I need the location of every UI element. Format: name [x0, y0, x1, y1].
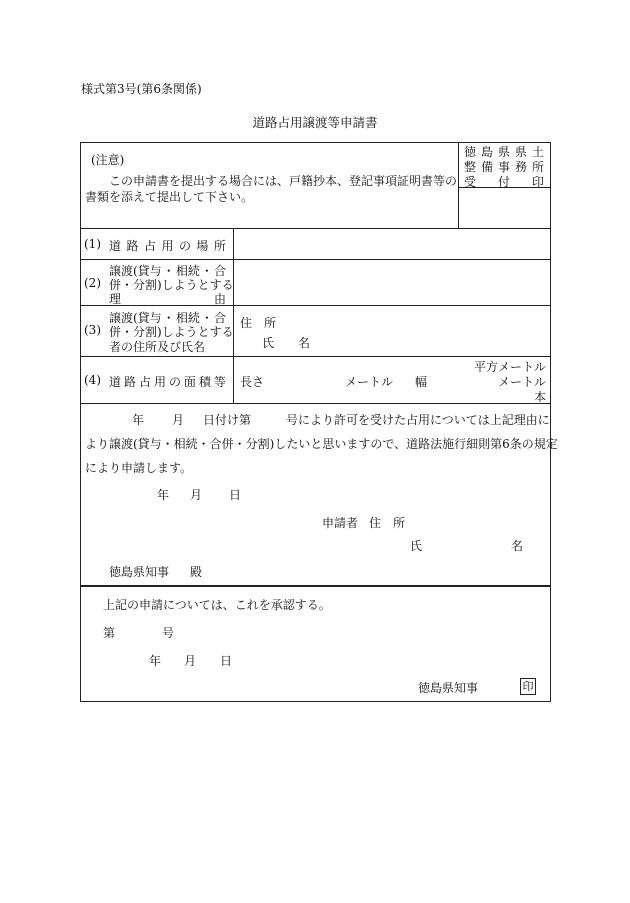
rule-approval-top [80, 585, 551, 587]
char: 所 [531, 160, 544, 174]
char: 所 [213, 239, 226, 253]
text: 譲渡(貸与 [109, 311, 162, 325]
approval-dai: 第 [103, 626, 116, 640]
addressee-governor: 徳島県知事 [109, 565, 170, 579]
approval-text: 上記の申請については、これを承認する。 [103, 598, 331, 612]
approval-month: 月 [184, 654, 197, 668]
rule-row3-bottom [80, 356, 551, 357]
row4-width-label: 幅 [415, 375, 428, 389]
row4-count-unit: 本 [533, 390, 546, 404]
char: 路 [123, 375, 136, 389]
row4-length-label: 長さ [240, 375, 265, 389]
row4-number: (4) [84, 373, 101, 387]
row3-name-label: 氏 名 [262, 336, 311, 350]
apply-day: 日 [229, 488, 242, 502]
seal-box: 印 [520, 678, 536, 695]
body-line3: により申請します。 [85, 461, 193, 475]
char: 県 [514, 145, 527, 159]
char: 占 [143, 239, 156, 253]
char: 備 [480, 160, 493, 174]
char: 用 [161, 239, 174, 253]
text: 相続 [175, 264, 200, 278]
char: 面 [183, 375, 196, 389]
document-title: 道路占用譲渡等申請書 [252, 115, 378, 130]
notice-line1: この申請書を提出する場合には、戸籍抄本、登記事項証明書等の [109, 174, 458, 188]
applicant-label: 申請者 [322, 516, 359, 530]
row3-number: (3) [84, 323, 101, 337]
char: 事 [497, 160, 510, 174]
char: 島 [480, 145, 493, 159]
char: 受 [464, 175, 477, 189]
body-year: 年 [132, 413, 145, 427]
apply-month: 月 [190, 488, 203, 502]
char: 印 [531, 175, 544, 189]
row4-area-unit: 平方メートル [473, 360, 546, 374]
notice-heading: (注意) [91, 153, 125, 167]
rule-row4-bottom [80, 403, 551, 404]
row4-length-unit: メートル [345, 375, 394, 389]
char: の [168, 375, 181, 389]
applicant-name-b: 名 [511, 539, 524, 553]
char: 等 [213, 375, 226, 389]
row4-label [109, 373, 226, 390]
body-month: 月 [172, 413, 185, 427]
char: 土 [531, 145, 544, 159]
text: ・ [200, 311, 213, 325]
char: 場 [196, 239, 209, 253]
applicant-address-label: 住 所 [369, 516, 406, 530]
notice-line2: 書類を添えて提出して下さい。 [85, 190, 254, 204]
receipt-line3 [464, 173, 544, 190]
label-column-divider [233, 228, 234, 403]
char: 県 [497, 145, 510, 159]
approval-go: 号 [162, 626, 175, 640]
rule-notice-bottom [80, 228, 551, 229]
row2-number: (2) [84, 276, 101, 290]
row4-width-unit: メートル [497, 375, 546, 389]
char: の [178, 239, 191, 253]
text: 相続 [175, 311, 200, 325]
row1-label [109, 237, 226, 254]
text: 合 [213, 311, 226, 325]
row3-address-label: 住 所 [240, 316, 277, 330]
char: 徳 [464, 145, 477, 159]
rule-row1-bottom [80, 259, 551, 260]
char: 路 [126, 239, 139, 253]
approval-governor: 徳島県知事 [418, 681, 479, 695]
addressee-dono: 殿 [190, 565, 203, 579]
row2-label-line2: 併・分割)しようとする [109, 278, 234, 292]
text: ・ [200, 264, 213, 278]
char: 由 [213, 292, 226, 306]
form-number: 様式第3号(第6条関係) [81, 82, 202, 96]
row1-number: (1) [84, 237, 101, 251]
approval-day: 日 [220, 654, 233, 668]
char: 占 [138, 375, 151, 389]
receipt-divider [458, 142, 459, 228]
char: 用 [153, 375, 166, 389]
text: ・ [162, 311, 175, 325]
approval-year: 年 [149, 654, 162, 668]
apply-year: 年 [157, 488, 170, 502]
char: 整 [464, 160, 477, 174]
char: 道 [109, 375, 122, 389]
body-date-permit: 日付け第 [203, 413, 252, 427]
row3-label-line3: 者の住所及び氏名 [109, 340, 206, 354]
text: 譲渡(貸与 [109, 264, 162, 278]
applicant-name-a: 氏 [410, 539, 423, 553]
text: 合 [213, 264, 226, 278]
char: 道 [109, 239, 122, 253]
body-line2: より譲渡(貸与・相続・合併・分割)したいと思いますので、道路法施行細則第6条の規定 [85, 437, 558, 451]
row2-label-line3 [109, 290, 226, 307]
char: 務 [514, 160, 527, 174]
char: 理 [109, 292, 122, 306]
char: 付 [497, 175, 510, 189]
text: ・ [162, 264, 175, 278]
char: 積 [198, 375, 211, 389]
row3-label-line2: 併・分割)しようとする [109, 325, 234, 339]
body-line1-tail: 号により許可を受けた占用については上記理由に [286, 413, 550, 427]
